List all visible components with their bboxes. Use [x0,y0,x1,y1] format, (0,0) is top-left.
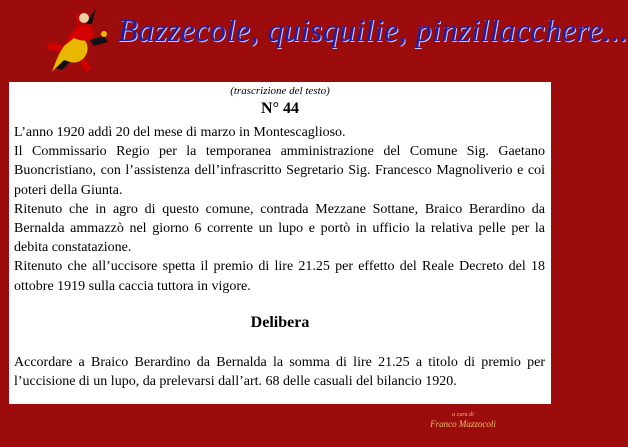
paragraph: Il Commissario Regio per la temporanea amministrazione del Comune Sig. Gaetano Buoncristiano, con l’assistenza dell’infrascritto Segretario Sig. Francesco Magnoliverio e coi poteri della Giunta. [14,144,545,198]
site-header [0,0,628,78]
site-title: Bazzecole, quisquilie, pinzillacchere... [118,12,628,48]
footer-credit [418,412,508,430]
deliberation-text: Accordare a Braico Berardino da Bernalda la somma di lire 21.25 a titolo di premio per l’uccisione di un lupo, da prelevarsi dall’art. 68 delle casuali del bilancio 1920. [14,355,545,390]
document-body [14,123,545,296]
document-number: N° 44 [261,100,299,117]
transcription-subtitle: (trascrizione del testo) [230,85,330,97]
paragraph: Ritenuto che all’uccisore spetta il premio di lire 21.25 per effetto del Reale Decreto del 18 ottobre 1919 sulla caccia tuttora in vigore. [14,259,545,294]
credit-prefix: a cura di [452,412,474,418]
paragraph: L’anno 1920 addì 20 del mese di marzo in Montescaglioso. [14,125,346,140]
paragraph: Ritenuto che in agro di questo comune, contrada Mezzane Sottane, Braico Berardino da Bernalda ammazzò nel giorno 6 corrente un lupo e portò in ufficio la relativa pelle per la debita constatazione. [14,201,545,256]
document-panel [9,82,551,404]
credit-name: Franco Mazzocoli [430,419,496,429]
dancing-figure-logo [34,2,114,74]
deliberation-heading: Delibera [250,314,310,331]
